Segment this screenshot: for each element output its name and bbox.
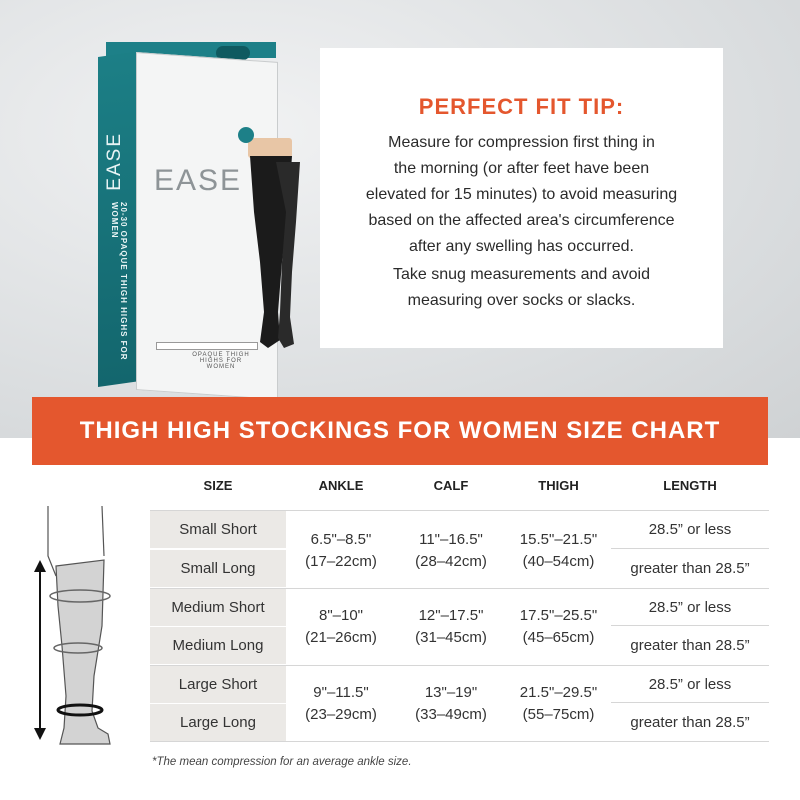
thigh-cell [506, 682, 611, 726]
ankle-cell [286, 529, 396, 573]
calf-cm: (28–42cm) [415, 553, 487, 570]
size-label: Large Short [150, 666, 286, 703]
header-size: SIZE [203, 478, 233, 493]
fit-tip-paragraph-1 [340, 130, 703, 260]
calf-inches: 11"–16.5" [419, 531, 483, 548]
product-box-image [98, 42, 278, 397]
hip-outline-right [102, 506, 104, 556]
box-front-label: OPAQUE THIGH HIGHS FOR WOMEN [192, 352, 250, 370]
fit-tip-line: after any swelling has occurred. [409, 238, 634, 255]
fit-tip-line: Measure for compression first thing in [388, 134, 655, 151]
table-divider [150, 741, 769, 742]
size-label: Large Long [150, 704, 286, 741]
length-cell: 28.5” or less [648, 676, 732, 693]
size-label: Small Long [150, 550, 286, 587]
ankle-inches: 9"–11.5" [313, 684, 369, 701]
box-badge-icon [238, 127, 254, 143]
thigh-inches: 21.5"–29.5" [519, 684, 598, 701]
header-ankle: ANKLE [318, 478, 364, 493]
length-divider [611, 548, 769, 549]
size-chart-banner [32, 397, 768, 465]
header-thigh: THIGH [538, 478, 579, 493]
calf-cm: (31–45cm) [415, 629, 487, 646]
thigh-cm: (40–54cm) [522, 553, 595, 570]
ankle-inches: 8"–10" [318, 607, 364, 624]
ankle-cell [286, 605, 396, 649]
calf-cm: (33–49cm) [415, 706, 487, 723]
fit-tip-line: the morning (or after feet have been [393, 160, 650, 177]
fit-tip-line: based on the affected area's circumference [368, 212, 675, 229]
ankle-inches: 6.5"–8.5" [310, 531, 372, 548]
thigh-cell [506, 529, 611, 573]
length-divider [611, 702, 769, 703]
fit-tip-title: PERFECT FIT TIP: [418, 94, 625, 119]
length-cell: 28.5” or less [648, 599, 732, 616]
size-chart-title: THIGH HIGH STOCKINGS FOR WOMEN SIZE CHART [79, 417, 721, 444]
ankle-cm: (23–29cm) [305, 706, 377, 723]
fit-tip-paragraph-2 [340, 262, 703, 314]
size-label: Medium Long [150, 627, 286, 664]
arrow-head-top [34, 560, 46, 572]
calf-cell [396, 605, 506, 649]
length-cell: greater than 28.5” [630, 560, 750, 577]
fit-tip-line: measuring over socks or slacks. [407, 292, 636, 309]
arrow-head-bottom [34, 728, 46, 740]
fit-tip-line: Take snug measurements and avoid [392, 266, 651, 283]
hip-outline [48, 506, 56, 576]
thigh-inches: 15.5"–21.5" [519, 531, 598, 548]
stocking-legs-icon [238, 152, 318, 352]
size-label: Medium Short [150, 589, 286, 626]
length-divider [611, 625, 769, 626]
calf-cell [396, 529, 506, 573]
fit-tip-line: elevated for 15 minutes) to avoid measuring [365, 186, 678, 203]
header-calf: CALF [433, 478, 469, 493]
size-label: Small Short [150, 511, 286, 548]
thigh-cm: (55–75cm) [522, 706, 595, 723]
ankle-cm: (21–26cm) [305, 629, 377, 646]
calf-inches: 12"–17.5" [418, 607, 484, 624]
calf-inches: 13"–19" [424, 684, 478, 701]
box-side-brand: EASE [104, 132, 125, 191]
ankle-cell [286, 682, 396, 726]
thigh-cm: (45–65cm) [522, 629, 595, 646]
fit-tip-card [320, 48, 723, 348]
length-cell: 28.5” or less [648, 521, 732, 538]
length-cell: greater than 28.5” [630, 714, 750, 731]
thigh-inches: 17.5"–25.5" [519, 607, 598, 624]
box-side-text: 20-30 OPAQUE THIGH HIGHS FOR WOMEN [110, 202, 128, 361]
header-length: LENGTH [663, 478, 717, 493]
footnote: *The mean compression for an average ankle size. [152, 756, 412, 768]
box-front-brand: EASE [154, 164, 243, 197]
ankle-cm: (17–22cm) [305, 553, 377, 570]
thigh-cell [506, 605, 611, 649]
calf-cell [396, 682, 506, 726]
box-front-bar [156, 342, 258, 350]
length-cell: greater than 28.5” [630, 637, 750, 654]
leg-measurement-diagram [20, 496, 140, 756]
